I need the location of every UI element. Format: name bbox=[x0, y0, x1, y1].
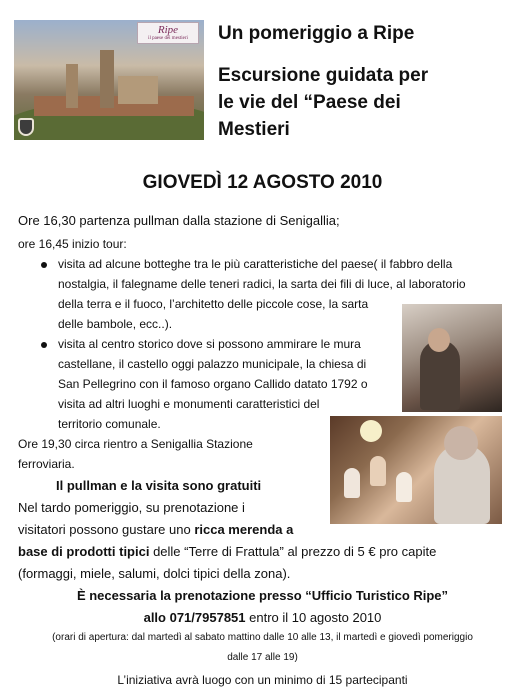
ripe-logo bbox=[137, 22, 199, 44]
booking-phone-line bbox=[0, 610, 525, 626]
artisan-photo bbox=[402, 304, 502, 412]
snack-price-text: delle “Terre di Frattula” al prezzo di 5 € pro capite bbox=[149, 544, 437, 559]
snack-highlight: ricca merenda a bbox=[194, 522, 294, 537]
subtitle-line-2: le vie del “Paese dei bbox=[218, 92, 401, 113]
subtitle-line-3: Mestieri bbox=[218, 119, 290, 140]
snack-line-1: Nel tardo pomeriggio, su prenotazione i bbox=[18, 500, 245, 515]
departure-text: Ore 16,30 partenza pullman dalla stazione di Senigallia; bbox=[18, 213, 340, 228]
subtitle bbox=[218, 62, 508, 143]
bullet-icon bbox=[41, 262, 47, 268]
return-line-1: Ore 19,30 circa rientro a Senigallia Stazione bbox=[18, 437, 253, 451]
page-title: Un pomeriggio a Ripe bbox=[218, 23, 415, 44]
opening-hours-line-1: (orari di apertura: dal martedì al sabato mattino dalle 10 alle 13, il martedì e giovedì pomeriggio bbox=[52, 632, 473, 643]
snack-line-2 bbox=[18, 522, 293, 538]
bullet-icon bbox=[41, 342, 47, 348]
crest-icon bbox=[18, 118, 34, 136]
bullet-2-line-2: castellane, il castello oggi palazzo municipale, la chiesa di bbox=[58, 357, 367, 371]
subtitle-line-1: Escursione guidata per bbox=[218, 65, 429, 86]
booking-notice: È necessaria la prenotazione presso “Ufficio Turistico Ripe” bbox=[76, 588, 449, 603]
free-notice: Il pullman e la visita sono gratuiti bbox=[56, 478, 262, 493]
booking-deadline: entro il 10 agosto 2010 bbox=[245, 610, 382, 625]
doll-maker-photo bbox=[330, 416, 502, 524]
snack-products: base di prodotti tipici bbox=[18, 544, 150, 559]
bullet-2-line-1: visita al centro storico dove si possono ammirare le mura bbox=[58, 337, 361, 351]
snack-line-2-text: visitatori possono gustare uno bbox=[18, 522, 195, 537]
bullet-1-line-4: delle bambole, ecc..). bbox=[58, 317, 173, 331]
bullet-2-line-5: territorio comunale. bbox=[58, 417, 161, 431]
event-date: GIOVEDÌ 12 AGOSTO 2010 bbox=[142, 172, 383, 193]
snack-line-4: (formaggi, miele, salumi, dolci tipici della zona). bbox=[18, 566, 291, 581]
bullet-1-line-1: visita ad alcune botteghe tra le più caratteristiche del paese( il fabbro della bbox=[58, 257, 453, 271]
logo-text: Ripe bbox=[157, 23, 179, 36]
logo-subtext: il paese dei mestieri bbox=[148, 35, 188, 41]
bullet-1-line-3: della terra e il fuoco, l’architetto delle piccole cose, la sarta bbox=[58, 297, 369, 311]
booking-phone: allo 071/7957851 bbox=[143, 610, 246, 625]
footer-note: L’iniziativa avrà luogo con un minimo di 15 partecipanti bbox=[117, 673, 408, 687]
tour-start-text: ore 16,45 inizio tour: bbox=[18, 237, 127, 251]
bullet-1-line-2: nostalgia, il falegname delle teneri radici, la sarta dei fili di luce, al laboratorio bbox=[58, 277, 466, 291]
opening-hours-line-2: dalle 17 alle 19) bbox=[227, 652, 298, 663]
bullet-2-line-3: San Pellegrino con il famoso organo Callido datato 1792 o bbox=[58, 377, 368, 391]
bullet-2-line-4: visita ad altri luoghi e monumenti caratteristici del bbox=[58, 397, 320, 411]
return-line-2: ferroviaria. bbox=[18, 457, 75, 471]
snack-line-3 bbox=[18, 544, 436, 560]
